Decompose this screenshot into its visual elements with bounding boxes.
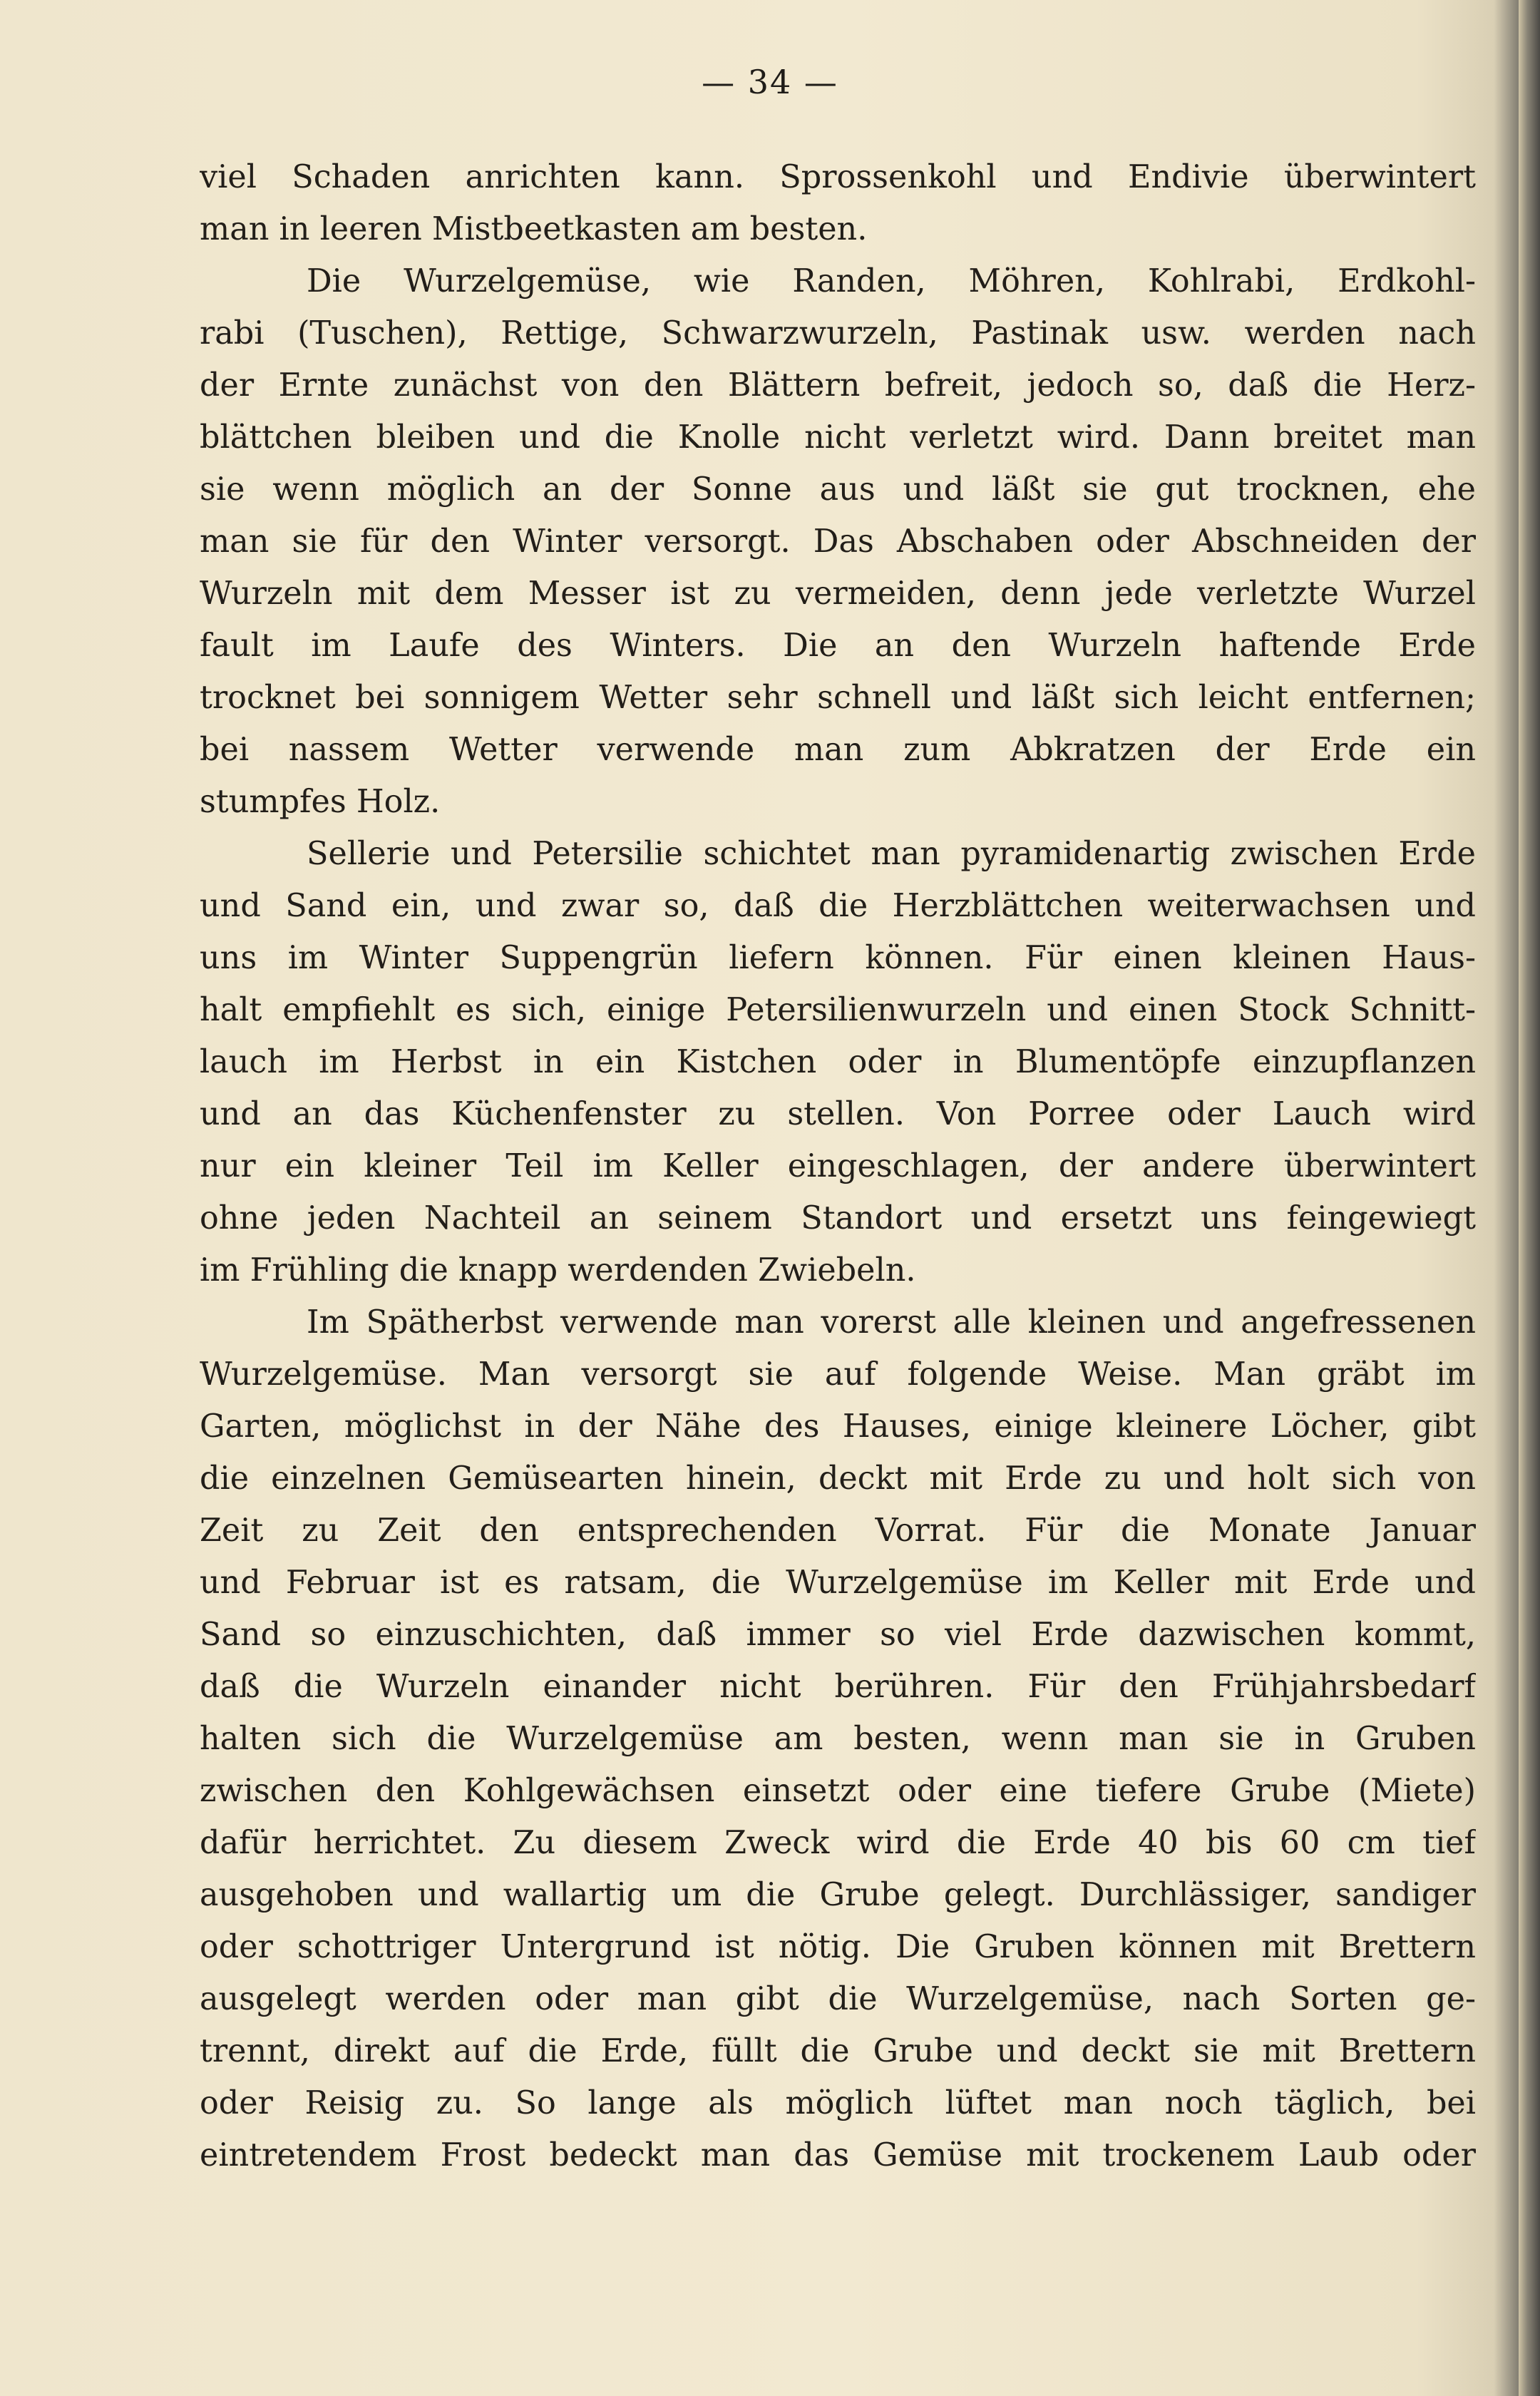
text-line: ausgelegt werden oder man gibt die Wurzelgemüse, nach Sorten ge- xyxy=(200,1981,1476,2017)
text-line: eintretendem Frost bedeckt man das Gemüse mit trockenem Laub oder xyxy=(200,2137,1476,2174)
text-line: man in leeren Mistbeetkasten am besten. xyxy=(200,211,868,247)
text-line: Wurzelgemüse. Man versorgt sie auf folgende Weise. Man gräbt im xyxy=(200,1356,1476,1393)
text-line: man sie für den Winter versorgt. Das Abschaben oder Abschneiden der xyxy=(200,523,1476,560)
text-line: der Ernte zunächst von den Blättern befreit, jedoch so, daß die Herz- xyxy=(200,367,1476,404)
text-line: dafür herrichtet. Zu diesem Zweck wird die Erde 40 bis 60 cm tief xyxy=(200,1825,1476,1861)
text-line: oder schottriger Untergrund ist nötig. Die Gruben können mit Brettern xyxy=(200,1929,1476,1965)
text-line: und Sand ein, und zwar so, daß die Herzblättchen weiterwachsen und xyxy=(200,888,1476,924)
text-line: nur ein kleiner Teil im Keller eingeschlagen, der andere überwintert xyxy=(200,1148,1476,1184)
text-line: Sand so einzuschichten, daß immer so viel Erde dazwischen kommt, xyxy=(200,1617,1476,1653)
text-line: trocknet bei sonnigem Wetter sehr schnell und läßt sich leicht entfernen; xyxy=(200,680,1476,716)
text-line: bei nassem Wetter verwende man zum Abkratzen der Erde ein xyxy=(200,732,1476,768)
text-line: ausgehoben und wallartig um die Grube gelegt. Durchlässiger, sandiger xyxy=(200,1877,1476,1913)
text-line: rabi (Tuschen), Rettige, Schwarzwurzeln, Pastinak usw. werden nach xyxy=(200,315,1476,352)
text-line: halten sich die Wurzelgemüse am besten, wenn man sie in Gruben xyxy=(200,1721,1476,1757)
text-line: Im Spätherbst verwende man vorerst alle kleinen und angefressenen xyxy=(307,1304,1476,1341)
text-line: daß die Wurzeln einander nicht berühren. Für den Frühjahrsbedarf xyxy=(200,1669,1476,1705)
text-line: sie wenn möglich an der Sonne aus und läßt sie gut trocknen, ehe xyxy=(200,471,1476,508)
text-line: Die Wurzelgemüse, wie Randen, Möhren, Kohlrabi, Erdkohl- xyxy=(307,263,1476,300)
text-line: Garten, möglichst in der Nähe des Hauses, einige kleinere Löcher, gibt xyxy=(200,1408,1476,1445)
text-line: und an das Küchenfenster zu stellen. Von Porree oder Lauch wird xyxy=(200,1096,1476,1132)
body-text xyxy=(200,151,1476,2181)
text-line: lauch im Herbst in ein Kistchen oder in Blumentöpfe einzupflanzen xyxy=(200,1044,1476,1080)
text-line: ohne jeden Nachteil an seinem Standort und ersetzt uns feingewiegt xyxy=(200,1200,1476,1237)
text-line: blättchen bleiben und die Knolle nicht verletzt wird. Dann breitet man xyxy=(200,419,1476,456)
text-line: uns im Winter Suppengrün liefern können. Für einen kleinen Haus- xyxy=(200,940,1476,976)
text-line: zwischen den Kohlgewächsen einsetzt oder eine tiefere Grube (Miete) xyxy=(200,1773,1476,1809)
text-line: Sellerie und Petersilie schichtet man pyramidenartig zwischen Erde xyxy=(307,836,1476,872)
text-line: fault im Laufe des Winters. Die an den Wurzeln haftende Erde xyxy=(200,628,1476,664)
text-line: die einzelnen Gemüsearten hinein, deckt mit Erde zu und holt sich von xyxy=(200,1460,1476,1497)
text-line: Zeit zu Zeit den entsprechenden Vorrat. Für die Monate Januar xyxy=(200,1512,1476,1549)
text-line: stumpfes Holz. xyxy=(200,784,441,820)
text-line: und Februar ist es ratsam, die Wurzelgemüse im Keller mit Erde und xyxy=(200,1565,1476,1601)
page-edge-shadow xyxy=(1519,0,1540,2396)
text-line: viel Schaden anrichten kann. Sprossenkohl und Endivie überwintert xyxy=(200,159,1476,195)
text-line: trennt, direkt auf die Erde, füllt die Grube und deckt sie mit Brettern xyxy=(200,2033,1476,2069)
page-number: — 34 — xyxy=(702,63,838,101)
text-line: oder Reisig zu. So lange als möglich lüftet man noch täglich, bei xyxy=(200,2085,1476,2121)
text-line: Wurzeln mit dem Messer ist zu vermeiden, denn jede verletzte Wurzel xyxy=(200,575,1476,612)
text-line: im Frühling die knapp werdenden Zwiebeln. xyxy=(200,1252,916,1289)
text-line: halt empfiehlt es sich, einige Petersilienwurzeln und einen Stock Schnitt- xyxy=(200,992,1476,1028)
